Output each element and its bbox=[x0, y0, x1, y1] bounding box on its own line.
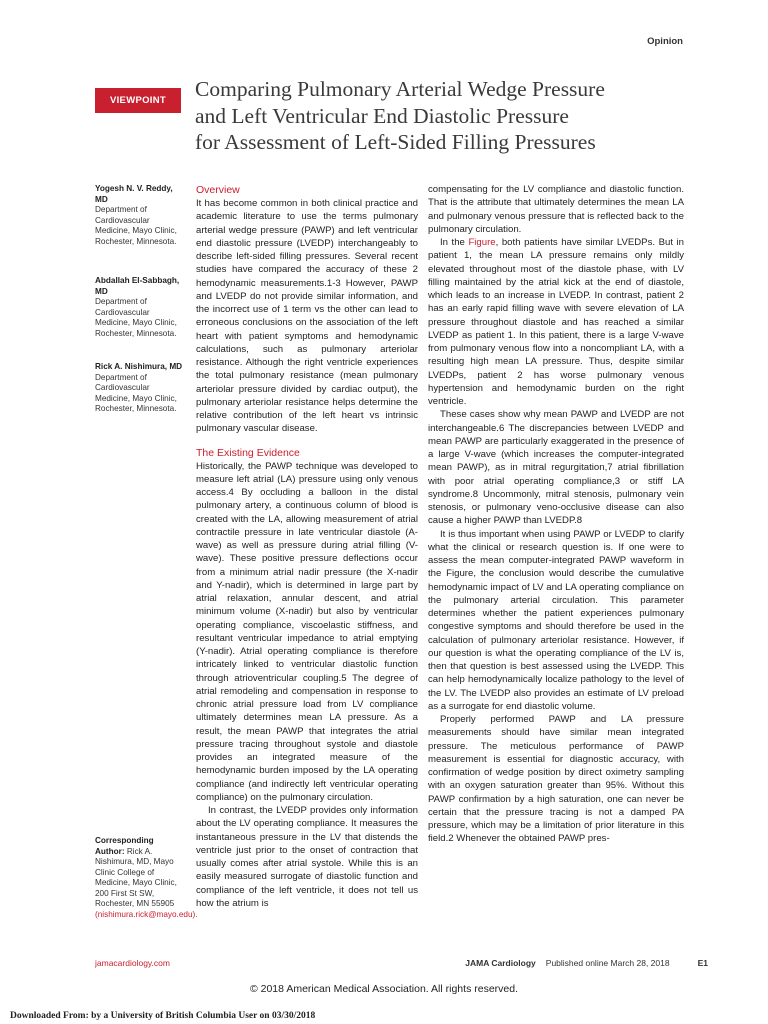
column-left bbox=[196, 183, 418, 910]
author-affiliation: Department of Cardiovascular Medicine, Mayo Clinic, Rochester, Minnesota. bbox=[95, 205, 177, 246]
article-title bbox=[195, 76, 735, 156]
column-right bbox=[428, 183, 684, 846]
author-name: Rick A. Nishimura, MD bbox=[95, 362, 183, 371]
paragraph-evidence-2: In contrast, the LVEDP provides only information about the LV operating compliance. It measures the instantaneous pressure in the LV that distends the ventricle just prior to the onset of contraction that usually comes after atrial systole. While this is an easily measured surrogate of diastolic function and compliance of the left ventricle, it does not tell us how the atrium is bbox=[196, 805, 418, 909]
corresponding-author bbox=[95, 836, 198, 920]
corresponding-email-link[interactable]: (nishimura.rick@mayo.edu). bbox=[95, 909, 198, 919]
corresponding-text: Rick A. Nishimura, MD, Mayo Clinic College of Medicine, Mayo Clinic, 200 First St SW, Rochester, MN 55905 bbox=[95, 846, 177, 908]
author-name: Yogesh N. V. Reddy, MD bbox=[95, 184, 173, 204]
figure-text: , both patients have similar LVEDPs. But in patient 1, the mean LA pressure remains only mildly elevated throughout most of the diastole phase, with LV filling maintained by the atrial kick at the end of diastole, which leads to an increase in LVEDP. In contrast, patient 2 has an early rapid filling wave with severe elevation of LA pressure throughout diastole and has reached a similar LVEDP as patient 1. In this patient, there is a large V-wave from pulmonary venous flow into a noncompliant LA, with a resulting high mean LA pressure. Thus, despite similar LVEDPs, patient 2 has worse pulmonary venous hypertension and hemodynamic burden on the right ventricle. bbox=[428, 237, 684, 407]
paragraph-figure bbox=[428, 236, 684, 408]
paragraph-cases: These cases show why mean PAWP and LVEDP are not interchangeable.6 The discrepancies between LVEDP and mean PAWP are particularly exaggerated in the presence of a large V-wave (which increases the computer-integrated mean PAWP), as in mitral regurgitation,7 atrial fibrillation with poor atrial operating compliance,3 or stiff LA syndrome.8 Uncommonly, mitral stenosis, pulmonary vein stenosis, or pulmonary veno-occlusive disease can also cause a higher PAWP than LVEDP.8 bbox=[428, 409, 684, 527]
viewpoint-badge: VIEWPOINT bbox=[95, 88, 181, 113]
copyright-notice: © 2018 American Medical Association. All rights reserved. bbox=[249, 983, 519, 995]
journal-name: JAMA Cardiology bbox=[465, 958, 536, 968]
figure-prefix: In the bbox=[440, 237, 469, 248]
page-number: E1 bbox=[697, 958, 708, 968]
paragraph-overview: It has become common in both clinical practice and academic literature to use the terms pulmonary arterial wedge pressure (PAWP) and left ventricular end diastolic pressure (LVEDP) interchangeably to describe left-sided filling pressures. Several recent studies have compared the accuracy of these 2 hemodynamic measurements.1-3 However, PAWP and LVEDP do not provide similar information, and the incorrect use of 1 term vs the other can lead to erroneous conclusions on the association of the left heart with patient symptoms and hemodynamic calculations, such as pulmonary arteriolar resistance. Although the right ventricle experiences the total pulmonary resistance (mean pulmonary arteriolar pressure divided by cardiac output), the pulmonary arteriolar resistance helps determine the relative contribution of the left heart vs intrinsic pulmonary vascular disease. bbox=[196, 198, 418, 435]
title-line: Comparing Pulmonary Arterial Wedge Pressure bbox=[195, 77, 605, 101]
footer-site-link[interactable]: jamacardiology.com bbox=[95, 958, 170, 968]
author-2 bbox=[95, 276, 185, 339]
publish-date: Published online March 28, 2018 bbox=[545, 958, 670, 968]
paragraph-measurement: Properly performed PAWP and LA pressure measurements should have similar mean integrated pressure. The meticulous performance of PAWP measurement is essential for diagnostic accuracy, with confirmation of wedge position by direct oximetry sampling with an oxygen saturation greater than 95%. Without this PAWP confirmation by a high saturation, one can never be certain that the pressure tracing is not a damped PA pressure, which may be a limitation of prior literature in this field.2 Whenever the obtained PAWP pres- bbox=[428, 714, 684, 845]
figure-link[interactable]: Figure bbox=[468, 237, 496, 248]
paragraph-clinical-question: It is thus important when using PAWP or LVEDP to clarify what the clinical or research question is. If one were to assess the mean computer-integrated PAWP waveform in the Figure, the conclusion would describe the cumulative hemodynamic impact of LV and LA operating compliance on the pulmonary arterial circulation. This parameter determines whether the patient experiences pulmonary congestive symptoms and should therefore be used in the calculation of pulmonary arteriolar resistance. However, if our question is what the operating compliance of the LV is, then that question is best assessed using the LVEDP. This can help hemodynamically localize pathology to the level of the LV. The LVEDP also provides an estimate of LV preload as a surrogate for end diastolic volume. bbox=[428, 528, 684, 712]
author-affiliation: Department of Cardiovascular Medicine, Mayo Clinic, Rochester, Minnesota. bbox=[95, 297, 177, 338]
paragraph-continued: compensating for the LV compliance and diastolic function. That is the attribute that ultimately determines the mean LA and pulmonary venous pressure that is reflected back to the pulmonary circulation. bbox=[428, 184, 684, 235]
heading-existing-evidence: The Existing Evidence bbox=[196, 446, 300, 459]
heading-overview: Overview bbox=[196, 184, 240, 196]
author-1 bbox=[95, 184, 185, 247]
title-line: and Left Ventricular End Diastolic Pressure bbox=[195, 103, 569, 128]
section-label: Opinion bbox=[647, 36, 683, 47]
corresponding-label: Corresponding Author: bbox=[95, 836, 154, 856]
download-notice: Downloaded From: by a University of British Columbia User on 03/30/2018 bbox=[10, 1011, 316, 1021]
author-name: Abdallah El-Sabbagh, MD bbox=[95, 276, 180, 296]
paragraph-evidence-1: Historically, the PAWP technique was developed to measure left atrial (LA) pressure using only venous access.4 By occluding a balloon in the distal pulmonary artery, a continuous column of blood is created with the LA, allowing measurement of atrial contractile pressure in late ventricular diastole (A-wave) as well as pressure during atrial filling (V-wave). These positive pressure deflections occur from a minimum atrial nadir pressure (the X-nadir and Y-nadir), which is determined in large part by atrial relaxation, annular descent, and atrial minimum volume (X-nadir) but also by ventricular operating compliance, viscoelastic stiffness, and resultant ventricular impedance to atrial emptying (Y-nadir). Atrial operating compliance is therefore intricately linked to ventricular diastolic function through atrioventricular coupling.5 The degree of atrial remodeling and compensation in response to chronic atrial pressure load from LV compliance ultimately determines mean LA pressure. As a result, the mean PAWP that integrates the atrial pressure tracing throughout systole and diastole provides an integrated measure of the hemodynamic burden imposed by the LA operating compliance (and indirectly left ventricular operating compliance) on the pulmonary circulation. bbox=[196, 460, 418, 803]
author-affiliation: Department of Cardiovascular Medicine, Mayo Clinic, Rochester, Minnesota. bbox=[95, 372, 177, 413]
title-line: for Assessment of Left-Sided Filling Pressures bbox=[195, 130, 596, 154]
author-3 bbox=[95, 362, 185, 415]
footer-journal-info bbox=[465, 958, 708, 968]
